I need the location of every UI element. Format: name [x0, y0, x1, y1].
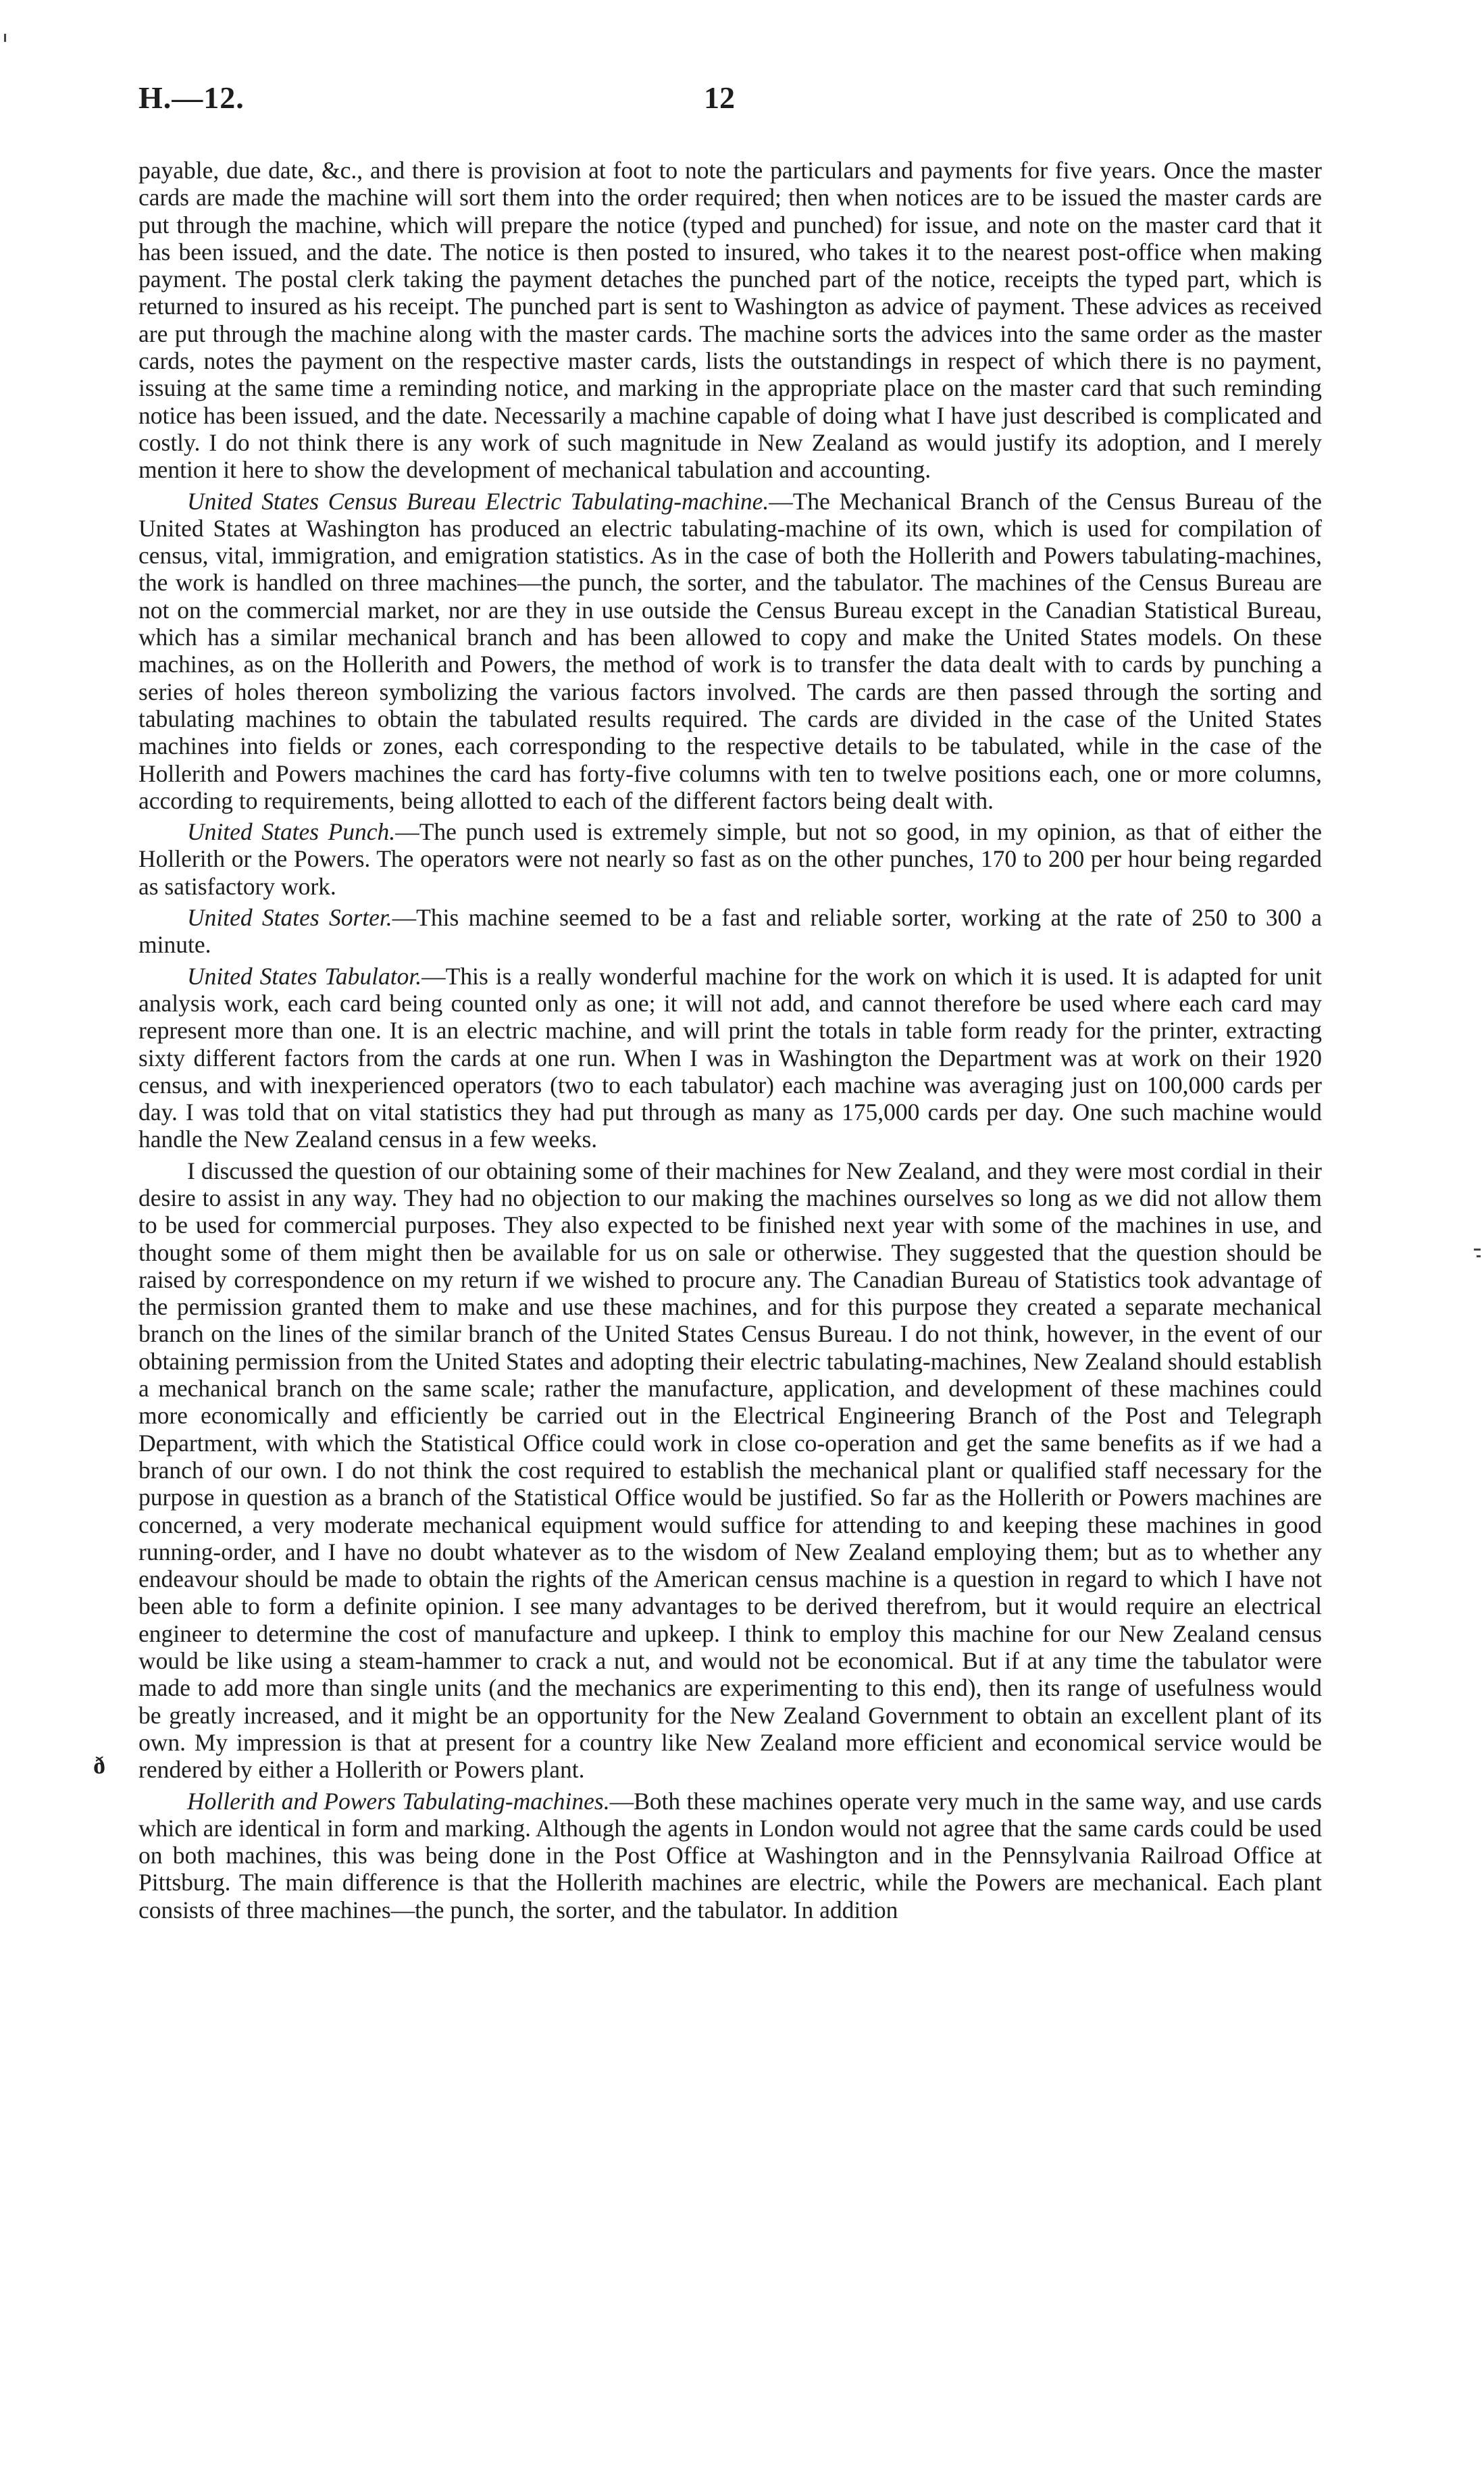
section-heading: United States Census Bureau Electric Tabulating-machine.	[187, 487, 769, 515]
body-text	[138, 157, 1322, 1928]
section-heading: Hollerith and Powers Tabulating-machines.	[187, 1787, 610, 1815]
margin-mark: ð	[93, 1752, 105, 1779]
paragraph-text: —The Mechanical Branch of the Census Bureau of the United States at Washington has produced an electric tabulating-machine of its own, which is used for compilation of census, vital, immigration, and emigration statistics. As in the case of both the Hollerith and Powers tabulating-machines, the work is handled on three machines—the punch, the sorter, and the tabulator. The machines of the Census Bureau are not on the commercial market, nor are they in use outside the Census Bureau except in the Canadian Statistical Bureau, which has a similar mechanical branch and has been allowed to copy and make the United States models. On these machines, as on the Hollerith and Powers, the method of work is to transfer the data dealt with to cards by punching a series of holes thereon symbolizing the various factors involved. The cards are then passed through the sorting and tabulating machines to obtain the tabulated results required. The cards are divided in the case of the United States machines into fields or zones, each corresponding to the respective details to be tabulated, while in the case of the Hollerith and Powers machines the card has forty-five columns with ten to twelve positions each, one or more columns, according to requirements, being allotted to each of the different factors being dealt with.	[138, 487, 1322, 814]
paragraph-text: —The punch used is extremely simple, but not so good, in my opinion, as that of either the Hollerith or the Powers. The operators were not nearly so fast as on the other punches, 170 to 200 per hour being regarded as satisfactory work.	[138, 818, 1323, 900]
paragraph-us-punch	[138, 818, 1322, 900]
paragraph-census-bureau-machine	[138, 488, 1322, 815]
section-heading: United States Punch.	[187, 818, 396, 846]
scan-edge-mark	[1477, 1255, 1481, 1257]
page-number: 12	[704, 80, 735, 115]
paragraph-discussion	[138, 1157, 1322, 1784]
paragraph-text: I discussed the question of our obtaining some of their machines for New Zealand, and they were most cordial in their desire to assist in any way. They had no objection to our making the machines ourselves so long as we did not allow them to be used for commercial purposes. They also expected to be finished next year with some of the machines in use, and thought some of them might then be available for us on sale or otherwise. They suggested that the question should be raised by correspondence on my return if we wished to procure any. The Canadian Bureau of Statistics took advantage of the permission granted them to make and use these machines, and for this purpose they created a separate mechanical branch on the lines of the similar branch of the United States Census Bureau. I do not think, however, in the event of our obtaining permission from the United States and adopting their electric tabulating-machines, New Zealand should establish a mechanical branch on the same scale; rather the manufacture, application, and development of these machines could more economically and efficiently be carried out in the Electrical Engineering Branch of the Post and Telegraph Department, with which the Statistical Office could work in close co-operation and get the same benefits as if we had a branch of our own. I do not think the cost required to establish the mechanical plant or qualified staff necessary for the purpose in question as a branch of the Statistical Office would be justified. So far as the Hollerith or Powers machines are concerned, a very moderate mechanical equipment would suffice for attending to and keeping these machines in good running-order, and I have no doubt whatever as to the wisdom of New Zealand employing them; but as to whether any endeavour should be made to obtain the rights of the American census machine is a question in regard to which I have not been able to form a definite opinion. I see many advantages to be derived therefrom, but it would require an electrical engineer to determine the cost of manufacture and upkeep. I think to employ this machine for our New Zealand census would be like using a steam-hammer to crack a nut, and would not be economical. But if at any time the tabulator were made to add more than single units (and the mechanics are experimenting to this end), then its range of usefulness would be greatly increased, and it might be an opportunity for the New Zealand Government to obtain an excellent plant of its own. My impression is that at present for a country like New Zealand more efficient and economical service would be rendered by either a Hollerith or Powers plant.	[138, 1157, 1322, 1784]
paragraph-continuation	[138, 157, 1322, 484]
paragraph-text: payable, due date, &c., and there is provision at foot to note the particulars and payments for five years. Once the master cards are made the machine will sort them into the order required; then when notices are to be issued the master cards are put through the machine, which will prepare the notice (typed and punched) for issue, and note on the master card that it has been issued, and the date. The notice is then posted to insured, who takes it to the nearest post-office when making payment. The postal clerk taking the payment detaches the punched part of the notice, receipts the typed part, which is returned to insured as his receipt. The punched part is sent to Washington as advice of payment. These advices as received are put through the machine along with the master cards. The machine sorts the advices into the same order as the master cards, notes the payment on the respective master cards, lists the outstandings in respect of which there is no payment, issuing at the same time a reminding notice, and marking in the appropriate place on the master card that such reminding notice has been issued, and the date. Necessarily a machine capable of doing what I have just described is complicated and costly. I do not think there is any work of such magnitude in New Zealand as would justify its adoption, and I merely mention it here to show the development of mechanical tabulation and accounting.	[138, 157, 1322, 484]
scan-edge-mark	[4, 34, 6, 42]
section-heading: United States Tabulator.	[187, 962, 422, 990]
paragraph-hollerith-powers	[138, 1788, 1322, 1923]
paragraph-us-tabulator	[138, 963, 1322, 1153]
document-reference: H.—12.	[138, 80, 245, 115]
scan-edge-mark	[1474, 1249, 1481, 1251]
paragraph-text: —This machine seemed to be a fast and reliable sorter, working at the rate of 250 to 300 a minute.	[138, 904, 1323, 959]
page-header	[138, 80, 1321, 127]
paragraph-us-sorter	[138, 904, 1322, 959]
paragraph-text: —This is a really wonderful machine for the work on which it is used. It is adapted for unit analysis work, each card being counted only as one; it will not add, and cannot therefore be used where each card may represent more than one. It is an electric machine, and will print the totals in table form ready for the printer, extracting sixty different factors from the cards at one run. When I was in Washington the Department was at work on their 1920 census, and with inexperienced operators (two to each tabulator) each machine was averaging just on 100,000 cards per day. I was told that on vital statistics they had put through as many as 175,000 cards per day. One such machine would handle the New Zealand census in a few weeks.	[138, 962, 1322, 1153]
paragraph-text: —Both these machines operate very much in the same way, and use cards which are identical in form and marking. Although the agents in London would not agree that the same cards could be used on both machines, this was being done in the Post Office at Washington and in the Pennsylvania Railroad Office at Pittsburg. The main difference is that the Hollerith machines are electric, while the Powers are mechanical. Each plant consists of three machines—the punch, the sorter, and the tabulator. In addition	[138, 1787, 1323, 1923]
section-heading: United States Sorter.	[187, 904, 392, 932]
